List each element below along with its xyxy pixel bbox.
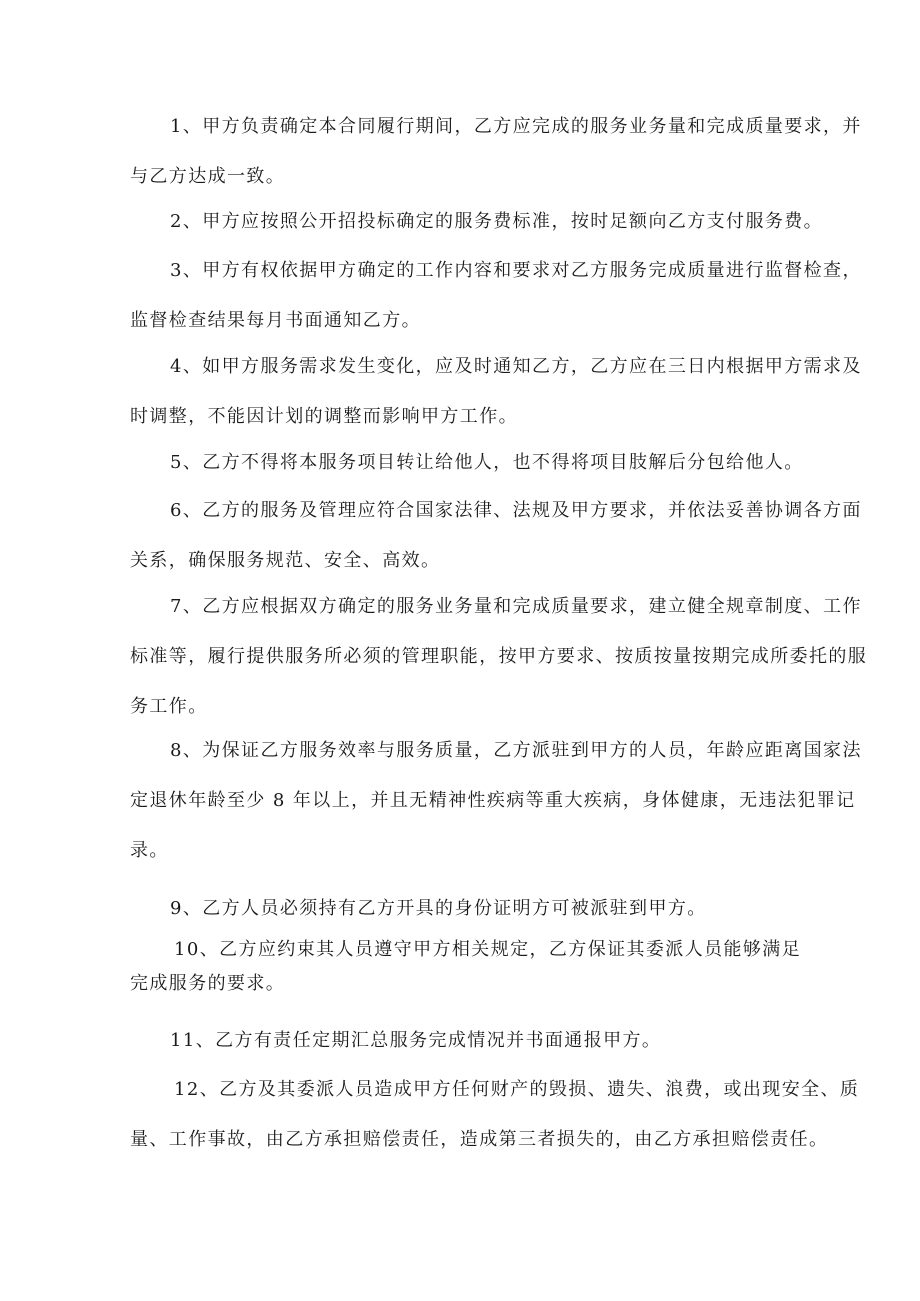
clause-6-line-1: 6、乙方的服务及管理应符合国家法律、法规及甲方要求，并依法妥善协调各方面 xyxy=(170,500,862,521)
clause-8-line-1: 8、为保证乙方服务效率与服务质量，乙方派驻到甲方的人员，年龄应距离国家法 xyxy=(170,740,862,761)
clause-7-line-2: 标准等，履行提供服务所必须的管理职能，按甲方要求、按质按量按期完成所委托的服 xyxy=(130,646,868,667)
clause-3-line-1: 3、甲方有权依据甲方确定的工作内容和要求对乙方服务完成质量进行监督检查， xyxy=(170,260,862,281)
clause-8-line-2: 定退休年龄至少 8 年以上，并且无精神性疾病等重大疾病，身体健康，无违法犯罪记 xyxy=(130,790,856,811)
clause-1-line-1: 1、甲方负责确定本合同履行期间，乙方应完成的服务业务量和完成质量要求，并 xyxy=(170,116,862,137)
clause-1-line-2: 与乙方达成一致。 xyxy=(130,166,286,187)
clause-9-line-1: 9、乙方人员必须持有乙方开具的身份证明方可被派驻到甲方。 xyxy=(170,898,707,919)
clause-6 xyxy=(90,486,862,586)
clause-4-line-1: 4、如甲方服务需求发生变化，应及时通知乙方，乙方应在三日内根据甲方需求及 xyxy=(170,356,862,377)
clause-12 xyxy=(90,1065,860,1165)
clause-1 xyxy=(90,102,862,202)
clause-8 xyxy=(90,726,862,876)
clause-9 xyxy=(90,884,842,934)
clause-5-line-1: 5、乙方不得将本服务项目转让给他人，也不得将项目肢解后分包给他人。 xyxy=(170,452,804,473)
clause-2-line-1: 2、甲方应按照公开招投标确定的服务费标准，按时足额向乙方支付服务费。 xyxy=(170,211,824,232)
clause-2 xyxy=(90,197,842,247)
clause-10-line-2: 完成服务的要求。 xyxy=(130,973,286,994)
clause-12-line-1: 12、乙方及其委派人员造成甲方任何财产的毁损、遗失、浪费，或出现安全、质 xyxy=(174,1079,860,1100)
clause-4-line-2: 时调整，不能因计划的调整而影响甲方工作。 xyxy=(130,406,518,427)
clause-11-line-1: 11、乙方有责任定期汇总服务完成情况并书面通报甲方。 xyxy=(170,1030,662,1051)
clause-4 xyxy=(90,342,862,442)
clause-10-line-1: 10、乙方应约束其人员遵守甲方相关规定，乙方保证其委派人员能够满足 xyxy=(174,939,802,960)
clause-10 xyxy=(90,933,842,1001)
clause-3 xyxy=(90,246,862,346)
clause-12-line-2: 量、工作事故，由乙方承担赔偿责任，造成第三者损失的，由乙方承担赔偿责任。 xyxy=(130,1129,829,1150)
clause-5 xyxy=(90,438,842,488)
clause-6-line-2: 关系，确保服务规范、安全、高效。 xyxy=(130,550,441,571)
clause-3-line-2: 监督检查结果每月书面通知乙方。 xyxy=(130,310,421,331)
clause-7-line-1: 7、乙方应根据双方确定的服务业务量和完成质量要求，建立健全规章制度、工作 xyxy=(170,596,862,617)
clause-7-line-3: 务工作。 xyxy=(130,696,208,717)
clause-11 xyxy=(90,1016,842,1066)
clause-8-line-3: 录。 xyxy=(130,840,169,861)
clause-7 xyxy=(90,582,868,732)
